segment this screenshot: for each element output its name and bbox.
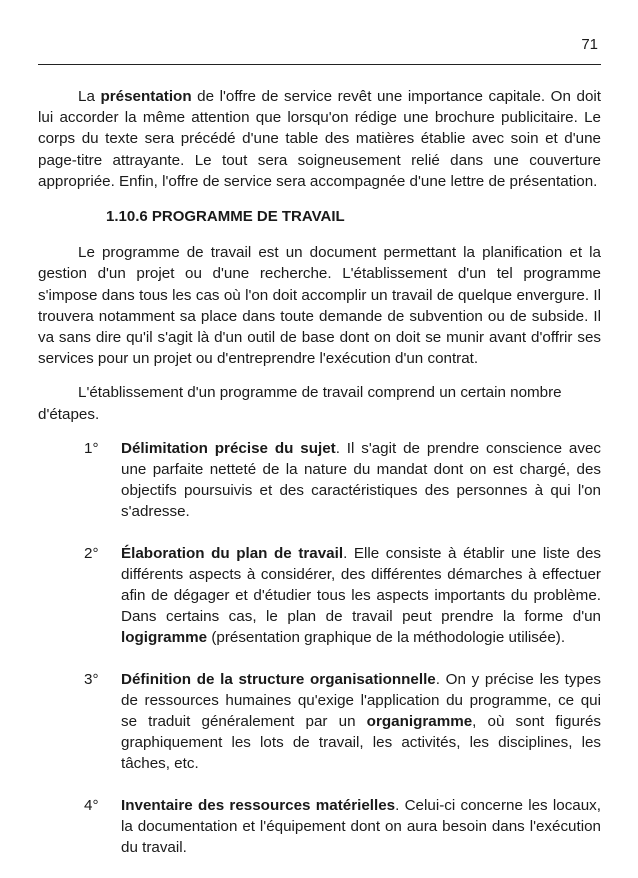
- step-text: [121, 795, 601, 859]
- step-item: [38, 669, 601, 775]
- step-number: 4°: [84, 796, 99, 814]
- step-body: . Elle consiste à établir une liste des différents aspects à considérer, des différentes démarches à effectuer afin de dégager et d'étudier tous les aspects importants du problème. Dans certains cas, le plan de travail peut prendre la forme d'un: [121, 544, 601, 626]
- etapes-intro: L'établissement d'un programme de travail comprend un certain nombre d'étapes.: [38, 384, 562, 423]
- step-text: [121, 669, 601, 775]
- step-body-end: (présentation graphique de la méthodologie utilisée).: [207, 629, 566, 647]
- header-rule: [38, 64, 601, 65]
- step-bold-term: organigramme: [366, 713, 473, 731]
- section-paragraph: Le programme de travail est un document permettant la planification et la gestion d'un projet ou d'une recherche. L'établissement d'un tel programme s'impose dans tous les cas où l'on doit accomplir un travail de quelque envergure. Il trouvera notamment sa place dans toute demande de subvention ou de subside. Il va sans dire qu'il s'agit là d'un outil de base dont on doit se munir avant d'offrir ses services pour un projet ou d'entreprendre l'exécution d'un contrat.: [38, 244, 601, 368]
- intro-text-start: La: [78, 88, 101, 105]
- page-number: 71: [581, 36, 598, 53]
- intro-text-rest: de l'offre de service revêt une importance capitale. On doit lui accorder la même attention que lorsqu'on rédige une brochure publicitaire. Le corps du texte sera précédé d'une table des matières établie avec soin et d'une page-titre attrayante. Le tout sera soigneusement relié dans une couverture appropriée. Enfin, l'offre de service sera accompagnée d'une lettre de présentation.: [38, 88, 601, 190]
- body-text: [38, 86, 601, 878]
- step-item: [38, 438, 601, 523]
- intro-paragraph: [38, 86, 601, 192]
- step-title: Définition de la structure organisationnelle: [121, 670, 436, 688]
- step-title: Inventaire des ressources matérielles: [121, 796, 396, 814]
- step-item: [38, 543, 601, 649]
- step-body: . Celui-ci concerne les locaux, la documentation et l'équipement dont on aura besoin dans l'exécution du travail.: [121, 796, 601, 857]
- step-text: [121, 438, 601, 523]
- step-body: . On y précise les types de ressources humaines qu'exige l'application du programme, ce qui se traduit généralement par un: [121, 670, 601, 731]
- step-number: 1°: [84, 439, 99, 457]
- step-text: [121, 543, 601, 649]
- step-title: Élaboration du plan de travail: [121, 544, 344, 562]
- section-heading: 1.10.6 PROGRAMME DE TRAVAIL: [106, 208, 345, 226]
- step-title: Délimitation précise du sujet: [121, 439, 336, 457]
- step-body-end: , où sont figurés graphiquement les lots de travail, les activités, les disciplines, les tâches, etc.: [121, 713, 601, 773]
- step-bold-term: logigramme: [121, 629, 208, 647]
- step-item: [38, 795, 601, 859]
- step-number: 3°: [84, 670, 99, 688]
- step-body: . Il s'agit de prendre conscience avec une parfaite netteté de la nature du mandat dont on est chargé, des objectifs poursuivis et des caractéristiques des personnes à qui l'on s'adresse.: [121, 439, 601, 521]
- intro-bold-term: présentation: [100, 88, 192, 105]
- step-number: 2°: [84, 544, 99, 562]
